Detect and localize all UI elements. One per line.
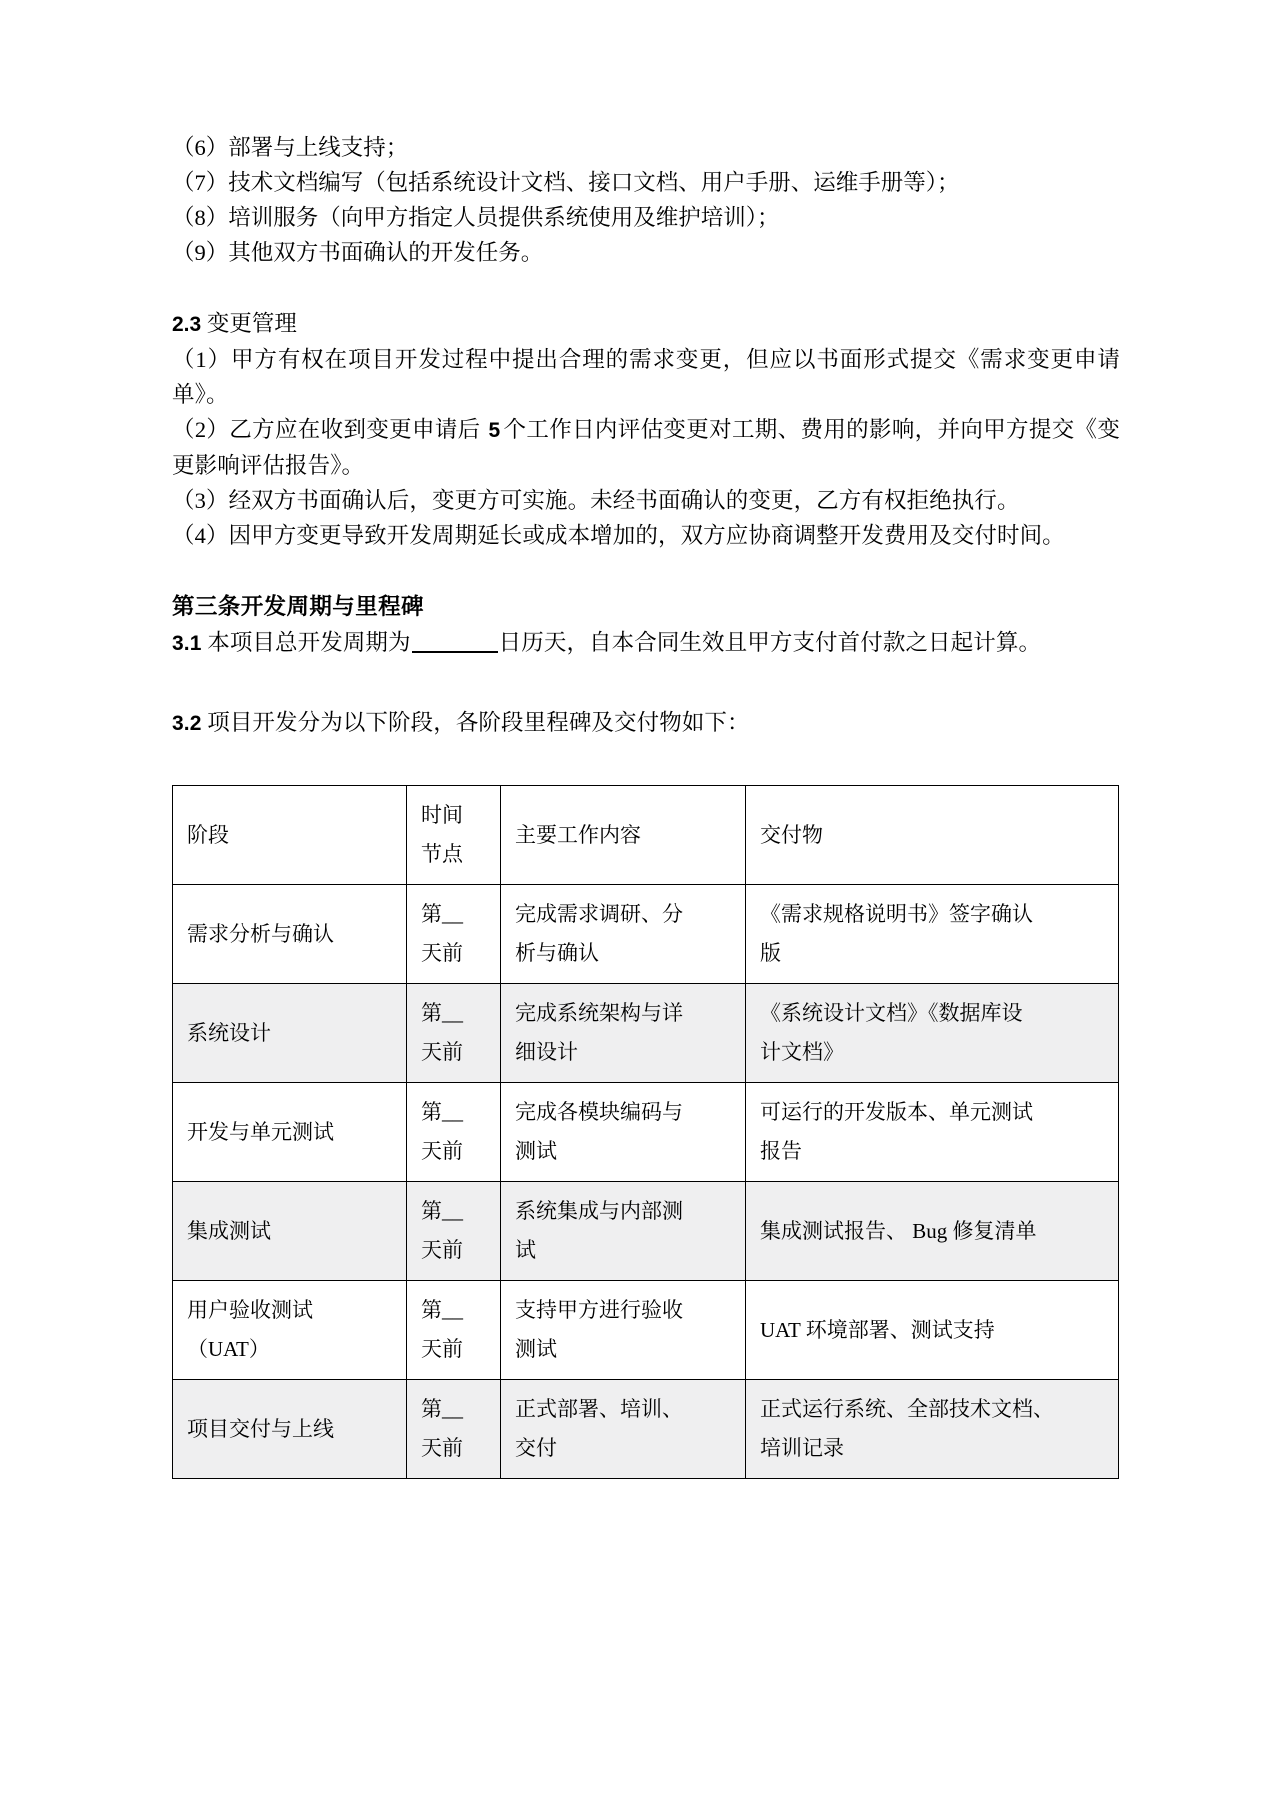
cell-deliverable (746, 984, 1119, 1083)
cell-time-line2: 天前 (421, 1040, 463, 1064)
table-row (173, 1182, 1119, 1281)
list-item: （9）其他双方书面确认的开发任务。 (172, 240, 544, 265)
cell-work-line2: 测试 (515, 1337, 557, 1361)
cell-time-line2: 天前 (421, 1139, 463, 1163)
cell-stage: 系统设计 (173, 984, 407, 1083)
cell-work-line1: 完成需求调研、分 (515, 902, 683, 926)
table-row (173, 885, 1119, 984)
cell-deliverable (746, 1083, 1119, 1182)
clause-text: 项目开发分为以下阶段，各阶段里程碑及交付物如下： (207, 710, 750, 735)
cell-work (501, 984, 746, 1083)
cell-work (501, 885, 746, 984)
article-heading-3: 第三条开发周期与里程碑 (172, 594, 424, 619)
cell-time-line1: 第__ (421, 1199, 463, 1223)
cell-time-line1: 第__ (421, 1001, 463, 1025)
clause-text: 因甲方变更导致开发周期延长或成本增加的，双方应协商调整开发费用及交付时间。 (228, 523, 1065, 548)
cell-work-line2: 析与确认 (515, 941, 599, 965)
cell-time (407, 885, 501, 984)
spacer (172, 270, 1120, 306)
table-row (173, 1083, 1119, 1182)
cell-deliverable-line1: 《系统设计文档》《数据库设 (760, 1001, 1023, 1025)
cell-time-line2: 天前 (421, 1436, 463, 1460)
list-item: （6）部署与上线支持； (172, 135, 409, 160)
table-row (173, 1281, 1119, 1380)
clause-label: （2） (172, 417, 230, 442)
cell-deliverable-line2: 培训记录 (760, 1436, 844, 1460)
cell-time-line1: 第__ (421, 1298, 463, 1322)
cell-stage: 集成测试 (173, 1182, 407, 1281)
clause-text-after: 个工作日内评估变更对工期、费用的影响，并向甲方提交《变更影响评估报告》。 (172, 417, 1120, 478)
cell-deliverable-line2: 版 (760, 941, 781, 965)
cell-time-line1: 第__ (421, 902, 463, 926)
header-time (407, 786, 501, 885)
cell-time-line1: 第__ (421, 1397, 463, 1421)
cell-work-line1: 支持甲方进行验收 (515, 1298, 683, 1322)
clause-3-2 (172, 705, 1120, 741)
working-days-number: 5 (488, 419, 501, 442)
cell-work (501, 1083, 746, 1182)
cell-stage (173, 1281, 407, 1380)
cell-work-line2: 细设计 (515, 1040, 578, 1064)
section-heading-2-3 (172, 306, 1120, 342)
cell-time (407, 1182, 501, 1281)
clause-label: （4） (172, 523, 229, 548)
clause-2-3-3 (172, 483, 1120, 518)
cell-work-line1: 完成系统架构与详 (515, 1001, 683, 1025)
clause-label: （3） (172, 488, 229, 513)
header-deliverable: 交付物 (746, 786, 1119, 885)
cell-work (501, 1380, 746, 1479)
cell-deliverable: UAT 环境部署、测试支持 (746, 1281, 1119, 1380)
cell-deliverable (746, 885, 1119, 984)
clause-text: 甲方有权在项目开发过程中提出合理的需求变更，但应以书面形式提交《需求变更申请单》。 (172, 347, 1120, 407)
clause-text-after: 日历天，自本合同生效且甲方支付首付款之日起计算。 (498, 630, 1042, 655)
clause-number: 3.2 (172, 712, 202, 735)
list-item: （8）培训服务（向甲方指定人员提供系统使用及维护培训）； (172, 205, 780, 230)
section-number: 2.3 (172, 313, 202, 336)
clause-number: 3.1 (172, 632, 202, 655)
cell-deliverable-line1: 可运行的开发版本、单元测试 (760, 1100, 1033, 1124)
table-header-row (173, 786, 1119, 885)
cell-time-line2: 天前 (421, 1337, 463, 1361)
clause-2-3-4 (172, 518, 1120, 553)
list-item: （7）技术文档编写（包括系统设计文档、接口文档、用户手册、运维手册等）； (172, 170, 960, 195)
clause-2-3-2 (172, 412, 1120, 483)
spacer (172, 741, 1120, 785)
clause-text-before: 本项目总开发周期为 (207, 630, 411, 655)
header-work: 主要工作内容 (501, 786, 746, 885)
cell-time (407, 1083, 501, 1182)
cell-work-line2: 交付 (515, 1436, 557, 1460)
cell-deliverable-line1: 《需求规格说明书》签字确认 (760, 902, 1033, 926)
section-title: 变更管理 (206, 311, 297, 336)
cell-time (407, 1281, 501, 1380)
cell-deliverable-line1: 正式运行系统、全部技术文档、 (760, 1397, 1054, 1421)
table-row (173, 984, 1119, 1083)
cell-deliverable-line2: 计文档》 (760, 1040, 844, 1064)
header-time-line2: 节点 (421, 842, 463, 866)
cell-work-line2: 试 (515, 1238, 536, 1262)
cell-stage: 开发与单元测试 (173, 1083, 407, 1182)
cell-work (501, 1281, 746, 1380)
spacer (172, 661, 1120, 705)
header-stage: 阶段 (173, 786, 407, 885)
cell-deliverable-line2: 报告 (760, 1139, 802, 1163)
clause-text-before: 乙方应在收到变更申请后 (229, 417, 481, 442)
clause-label: （1） (172, 347, 231, 372)
table-row (173, 1380, 1119, 1479)
header-time-line1: 时间 (421, 803, 463, 827)
clause-2-3-1 (172, 342, 1120, 412)
clause-list-top (172, 130, 1120, 270)
cell-work-line1: 系统集成与内部测 (515, 1199, 683, 1223)
cell-time (407, 984, 501, 1083)
cell-time-line1: 第__ (421, 1100, 463, 1124)
cell-time-line2: 天前 (421, 941, 463, 965)
fill-in-blank[interactable] (412, 651, 498, 653)
cell-stage: 需求分析与确认 (173, 885, 407, 984)
cell-work-line2: 测试 (515, 1139, 557, 1163)
cell-stage-line1: 用户验收测试 (187, 1298, 313, 1322)
cell-work-line1: 完成各模块编码与 (515, 1100, 683, 1124)
cell-work (501, 1182, 746, 1281)
cell-work-line1: 正式部署、培训、 (515, 1397, 683, 1421)
cell-time-line2: 天前 (421, 1238, 463, 1262)
cell-stage-line2: （UAT） (187, 1337, 270, 1361)
spacer (172, 553, 1120, 589)
cell-deliverable: 集成测试报告、 Bug 修复清单 (746, 1182, 1119, 1281)
cell-deliverable (746, 1380, 1119, 1479)
milestone-table (172, 785, 1119, 1479)
cell-time (407, 1380, 501, 1479)
cell-stage: 项目交付与上线 (173, 1380, 407, 1479)
clause-text: 经双方书面确认后，变更方可实施。未经书面确认的变更，乙方有权拒绝执行。 (228, 488, 1020, 513)
clause-3-1 (172, 625, 1120, 661)
